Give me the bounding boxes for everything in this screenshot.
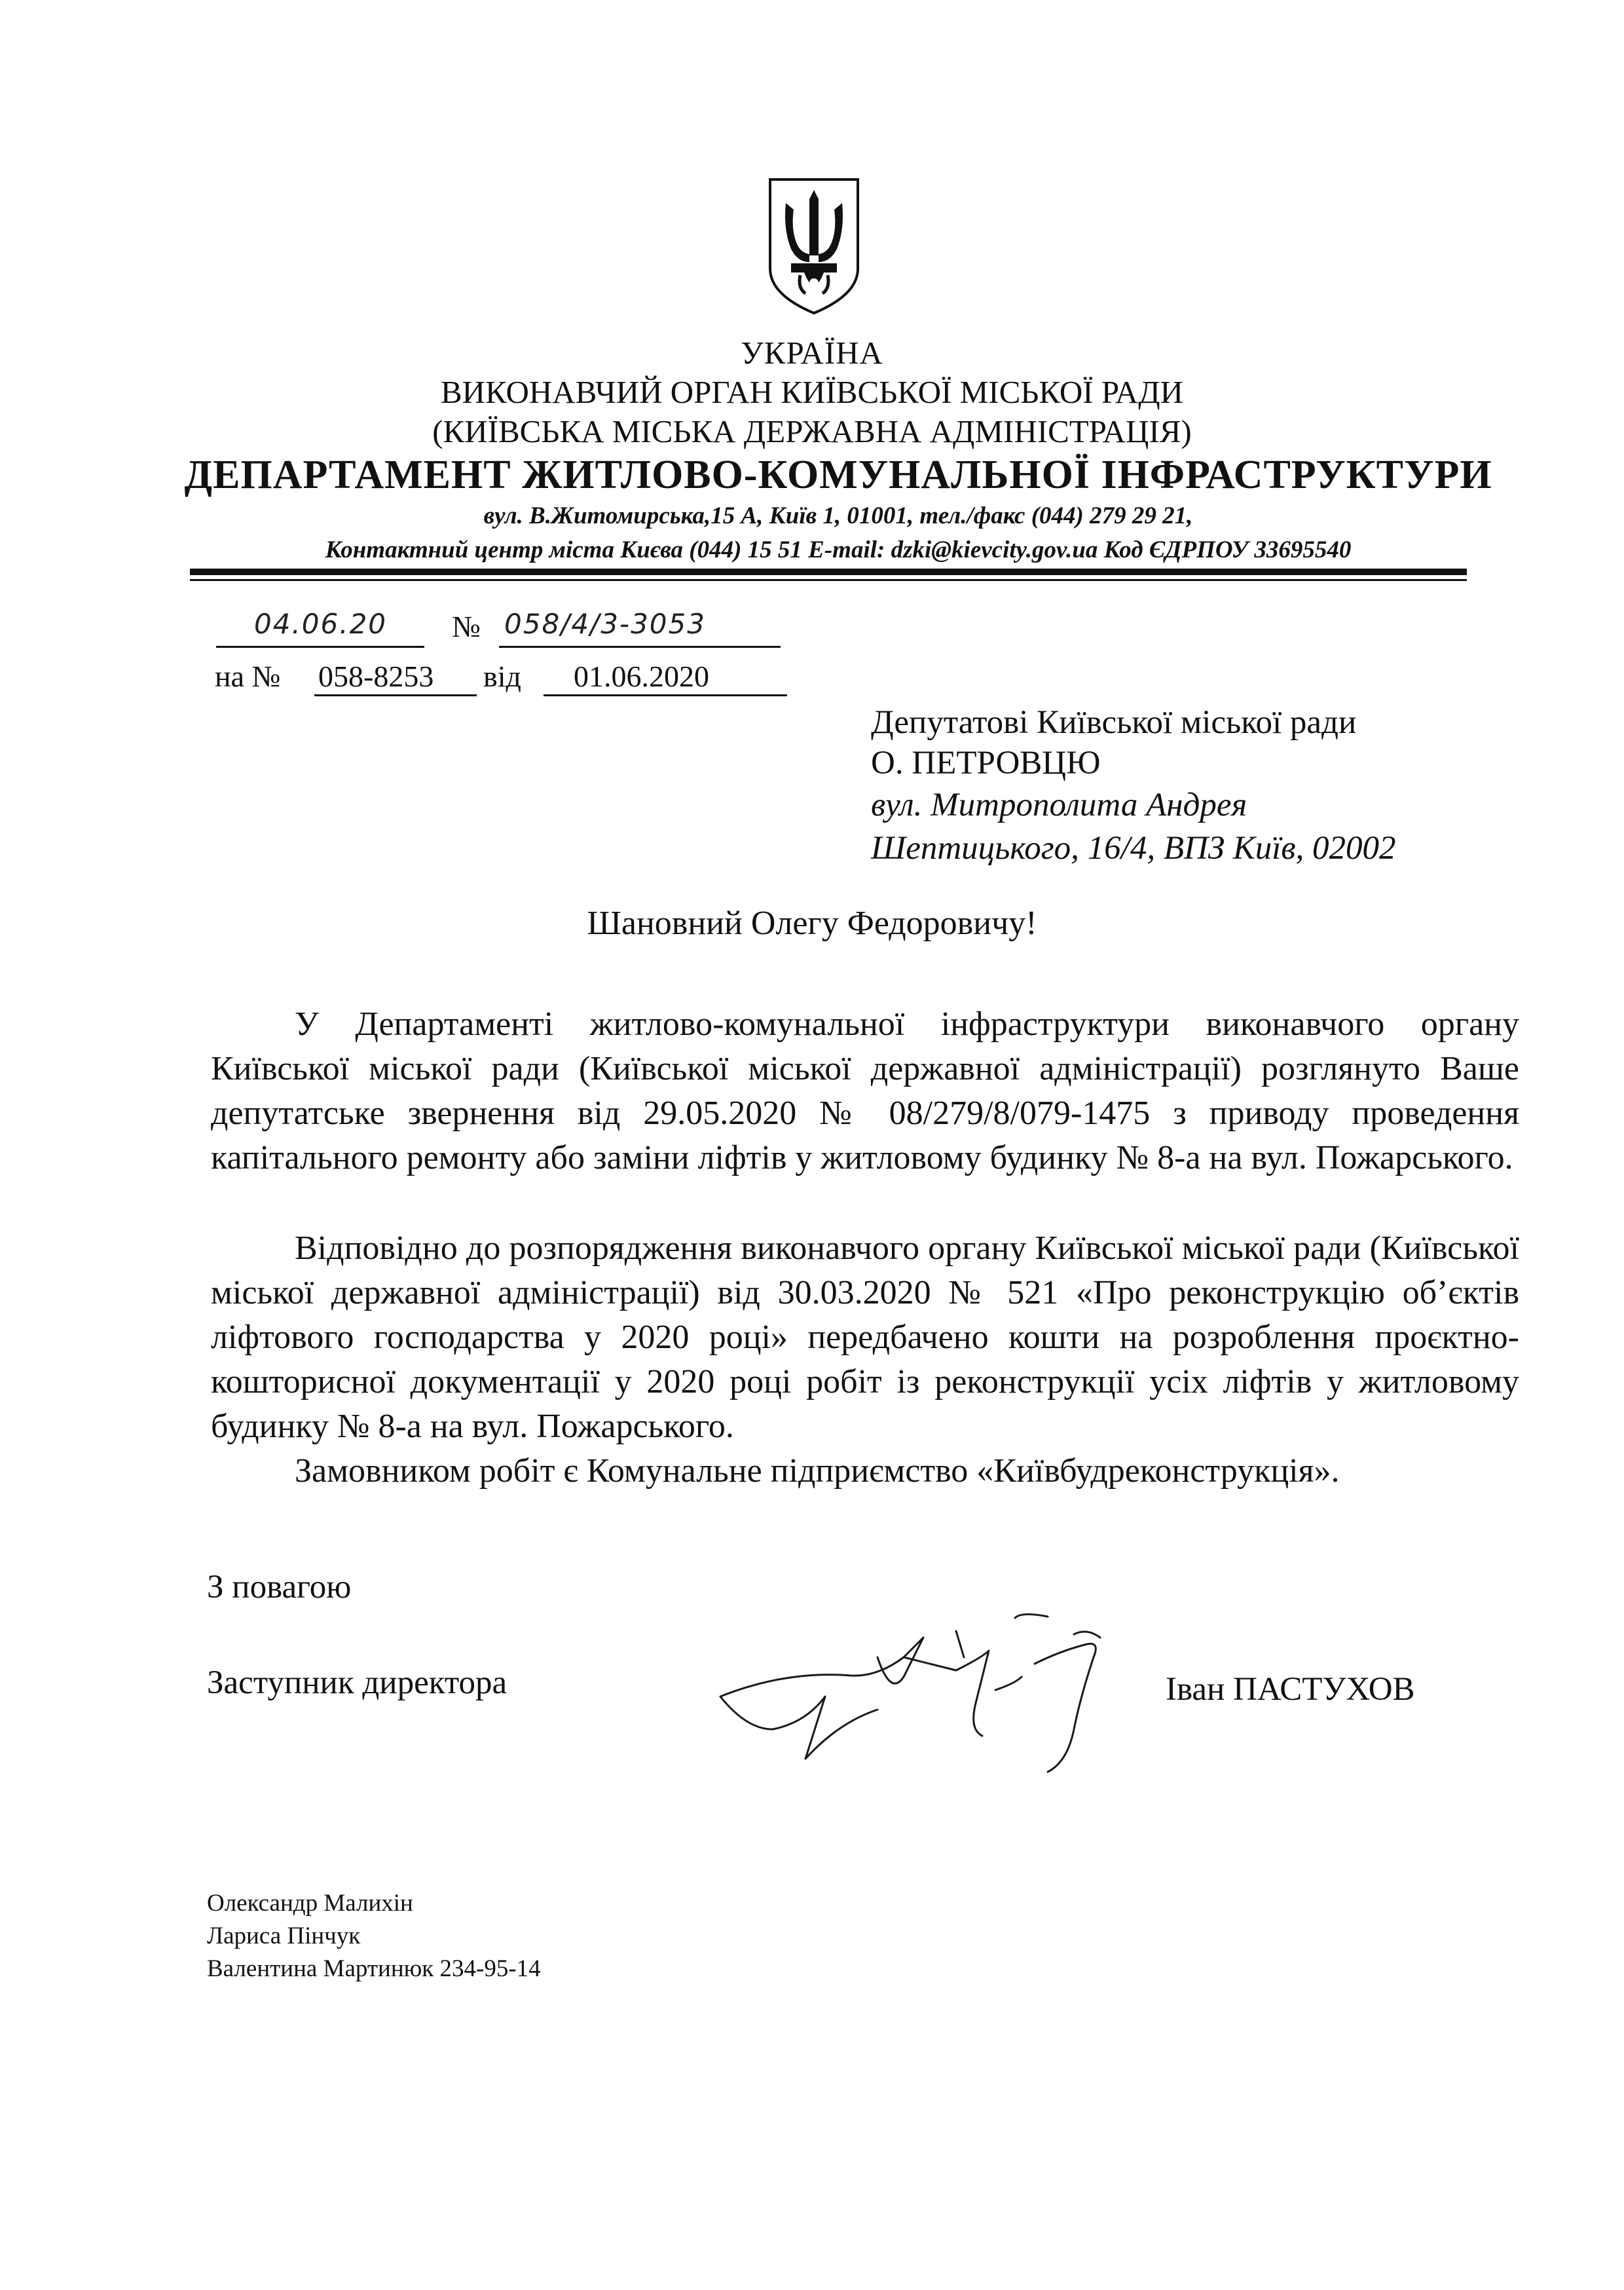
addressee-position: Депутатові Київської міської ради <box>871 704 1357 741</box>
addressee-street: вул. Митрополита Андрея <box>871 787 1247 823</box>
greeting: Шановний Олегу Федоровичу! <box>587 905 1037 942</box>
trident-coat-of-arms-icon <box>765 177 863 316</box>
incoming-from-label: від <box>483 660 521 693</box>
addressee-city: Шептицького, 16/4, ВПЗ Київ, 02002 <box>871 830 1396 867</box>
executor-line: Олександр Малихін <box>207 1890 413 1917</box>
signer-name: Іван ПАСТУХОВ <box>1166 1671 1415 1708</box>
executor-line: Лариса Пінчук <box>207 1923 361 1949</box>
letterhead-divider <box>190 569 1467 575</box>
outgoing-date: 04.06.20 <box>254 608 388 640</box>
addressee-name: О. ПЕТРОВЦЮ <box>871 745 1101 781</box>
closing-regards: З повагою <box>207 1569 352 1605</box>
incoming-number-underline <box>314 694 477 696</box>
incoming-number: 058-8253 <box>318 660 434 693</box>
letterhead-administration: (КИЇВСЬКА МІСЬКА ДЕРЖАВНА АДМІНІСТРАЦІЯ) <box>432 413 1192 449</box>
letterhead-divider-thin <box>190 579 1467 581</box>
body-paragraph-1: У Департаменті житлово-комунальної інфраструктури виконавчого органу Київської міської ради (Київської міської державної адміністрації) розглянуто Ваше депутатське звернення від 29.05.2020 № 08/279/8/079-1475 з приводу проведення капітального ремонту або заміни ліфтів у житловому будинку № 8-а на вул. Пожарського. <box>211 1005 1519 1176</box>
incoming-prefix: на № <box>215 660 281 693</box>
body-paragraph-2: Відповідно до розпорядження виконавчого органу Київської міської ради (Київської міської державної адміністрації) від 30.03.2020 № 521 «Про реконструкцію об’єктів ліфтового господарства у 2020 році» передбачено кошти на розроблення проєктно-кошторисної документації у 2020 році робіт із реконструкції усіх ліфтів у житловому будинку № 8-а на вул. Пожарського. <box>211 1229 1519 1445</box>
signer-title: Заступник директора <box>207 1664 507 1701</box>
outgoing-date-underline <box>216 646 424 648</box>
letterhead-country: УКРАЇНА <box>741 335 883 371</box>
letterhead-executive-body: ВИКОНАВЧИЙ ОРГАН КИЇВСЬКОЇ МІСЬКОЇ РАДИ <box>440 374 1184 410</box>
handwritten-signature <box>707 1598 1166 1775</box>
outgoing-number-sign: № <box>452 610 481 643</box>
letterhead-contact: Контактний центр міста Києва (044) 15 51 E-mail: dzki@kievcity.gov.ua Код ЄДРПОУ 33695540 <box>325 536 1352 563</box>
body-paragraph-3: Замовником робіт є Комунальне підприємство «Київбудреконструкція». <box>295 1452 1340 1490</box>
letterhead-address: вул. В.Житомирська,15 А, Київ 1, 01001, тел./факс (044) 279 29 21, <box>483 502 1193 529</box>
incoming-date-underline <box>544 694 787 696</box>
incoming-date: 01.06.2020 <box>574 660 709 693</box>
letterhead-department: ДЕПАРТАМЕНТ ЖИТЛОВО-КОМУНАЛЬНОЇ ІНФРАСТРУКТУРИ <box>184 453 1492 497</box>
outgoing-number: 058/4/3-3053 <box>504 608 706 640</box>
outgoing-number-underline <box>499 646 781 648</box>
executor-line: Валентина Мартинюк 234-95-14 <box>207 1955 541 1982</box>
